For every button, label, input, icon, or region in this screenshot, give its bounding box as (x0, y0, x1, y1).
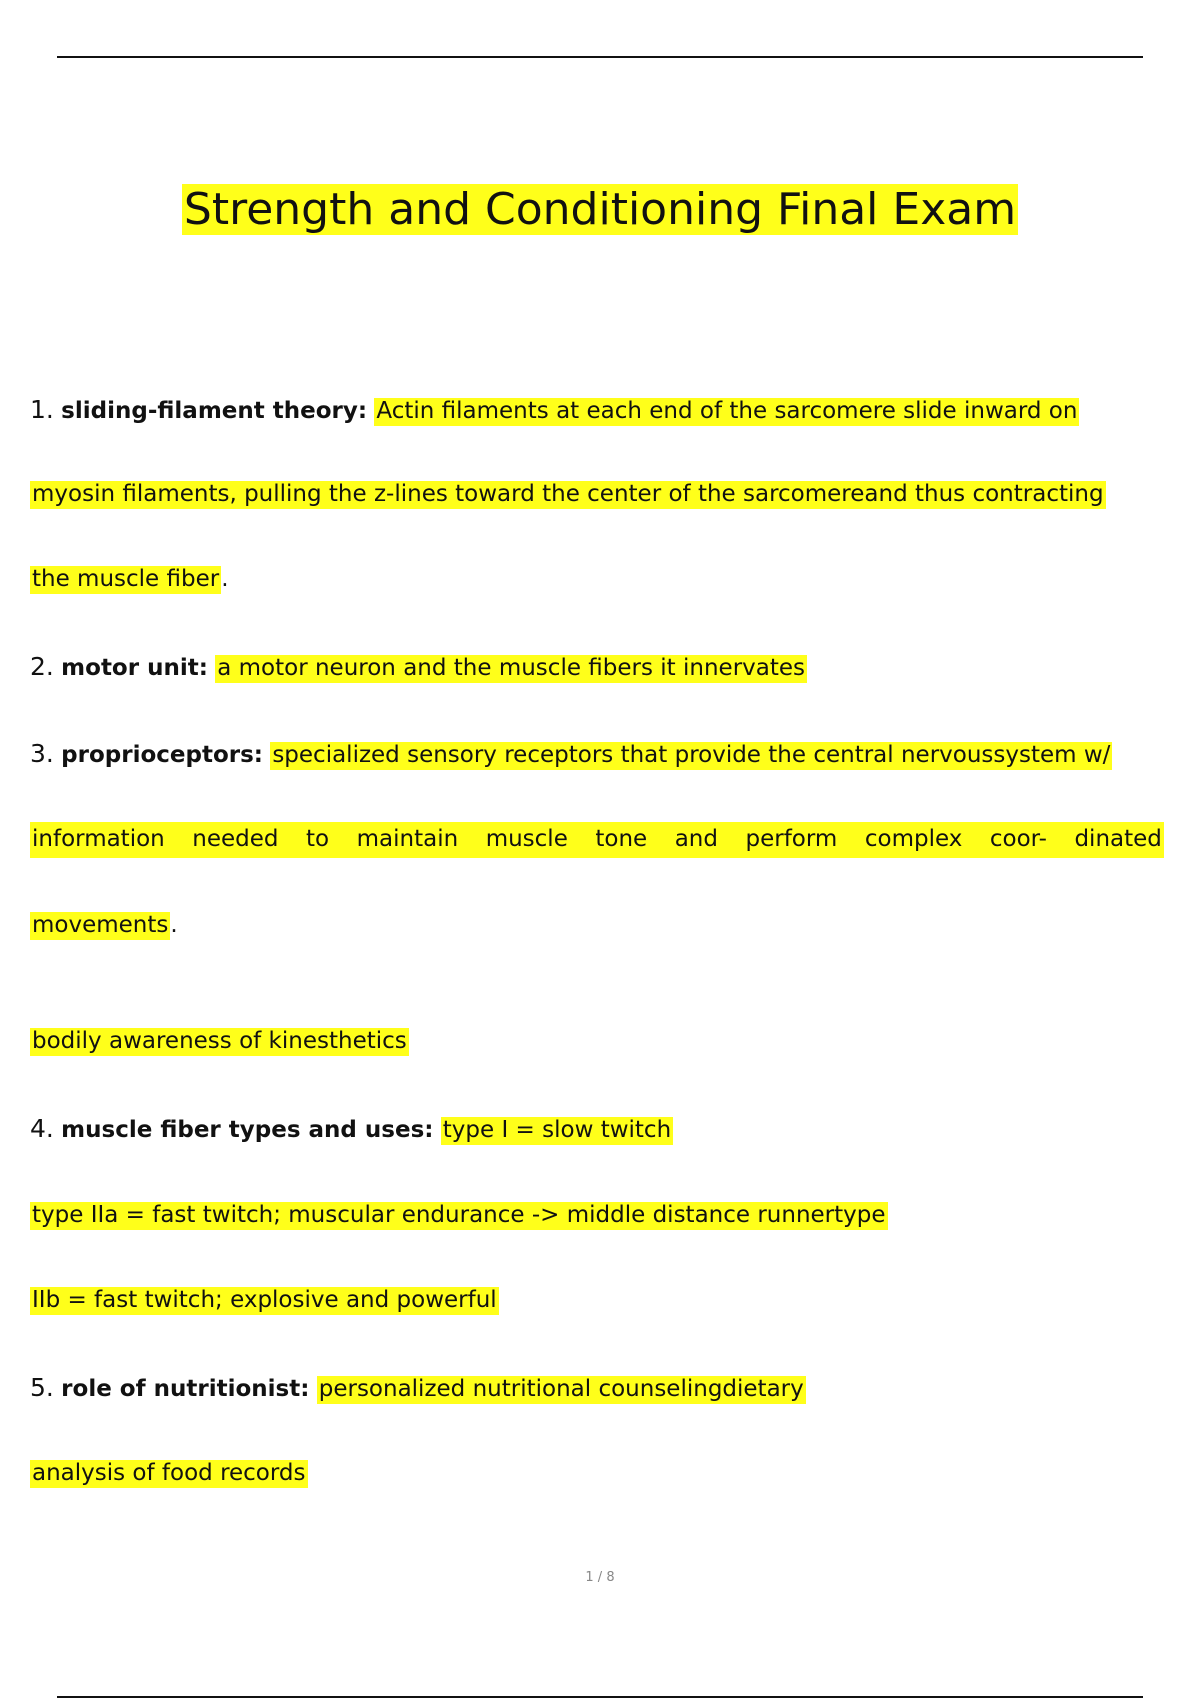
item-2-line-1 (30, 650, 807, 685)
page-title (0, 180, 1200, 240)
item-1-number: 1. (30, 395, 54, 424)
item-3-word: maintain (356, 826, 459, 852)
item-4-answer-line-1: type I = slow twitch (442, 1117, 672, 1143)
title-text: Strength and Conditioning Final Exam (183, 184, 1017, 235)
bottom-rule (57, 1696, 1143, 1698)
item-3-word: perform (745, 826, 838, 852)
item-3-answer-line-3: movements (32, 912, 169, 938)
item-3-word: to (306, 826, 330, 852)
item-3-line-2 (30, 822, 1164, 858)
item-4-line-3 (30, 1283, 499, 1317)
item-1-period: . (221, 566, 229, 592)
item-1-line-2 (30, 477, 1106, 511)
item-3-answer-line-2 (30, 822, 1164, 858)
item-5-number: 5. (30, 1373, 54, 1402)
item-1-answer-line-3: the muscle fiber (32, 566, 220, 592)
item-3-extra-line (30, 1024, 409, 1058)
item-5-line-2 (30, 1456, 308, 1490)
item-1-answer-line-2: myosin filaments, pulling the z-lines toward the center of the sarcomereand thus contracting (32, 481, 1104, 507)
item-3-word: and (674, 826, 718, 852)
item-1-line-3 (30, 562, 229, 596)
item-1-term: sliding-filament theory: (61, 398, 368, 424)
item-3-number: 3. (30, 739, 54, 768)
item-2-term: motor unit: (61, 655, 208, 681)
page-indicator: 1 / 8 (585, 1570, 615, 1585)
item-2-answer-line-1: a motor neuron and the muscle fibers it innervates (217, 655, 806, 681)
item-1-answer-line-1: Actin filaments at each end of the sarcomere slide inward on (376, 398, 1078, 424)
item-3-word: complex (864, 826, 963, 852)
item-4-line-1 (30, 1112, 673, 1147)
item-4-number: 4. (30, 1114, 54, 1143)
item-3-word: needed (192, 826, 279, 852)
item-3-line-1 (30, 737, 1112, 772)
item-2-number: 2. (30, 652, 54, 681)
item-3-line-3 (30, 908, 178, 942)
item-4-answer-line-2: type IIa = fast twitch; muscular endurance -> middle distance runnertype (32, 1202, 886, 1228)
item-3-word: coor- (989, 826, 1047, 852)
item-3-term: proprioceptors: (61, 742, 263, 768)
item-1-line-1 (30, 393, 1079, 428)
item-4-term: muscle fiber types and uses: (61, 1117, 434, 1143)
item-3-word: tone (595, 826, 648, 852)
item-3-answer-line-1: specialized sensory receptors that provide the central nervoussystem w/ (272, 742, 1111, 768)
item-5-term: role of nutritionist: (61, 1376, 310, 1402)
item-3-word: information (32, 826, 165, 852)
item-3-word: dinated (1074, 826, 1162, 852)
top-rule (57, 56, 1143, 58)
item-4-line-2 (30, 1198, 888, 1232)
item-5-line-1 (30, 1371, 806, 1406)
item-3-word: muscle (485, 826, 568, 852)
item-5-answer-line-1: personalized nutritional counselingdietary (318, 1376, 804, 1402)
item-3-period: . (170, 912, 178, 938)
item-5-answer-line-2: analysis of food records (32, 1460, 306, 1486)
item-3-extra: bodily awareness of kinesthetics (32, 1028, 407, 1054)
item-4-answer-line-3: IIb = fast twitch; explosive and powerful (32, 1287, 497, 1313)
